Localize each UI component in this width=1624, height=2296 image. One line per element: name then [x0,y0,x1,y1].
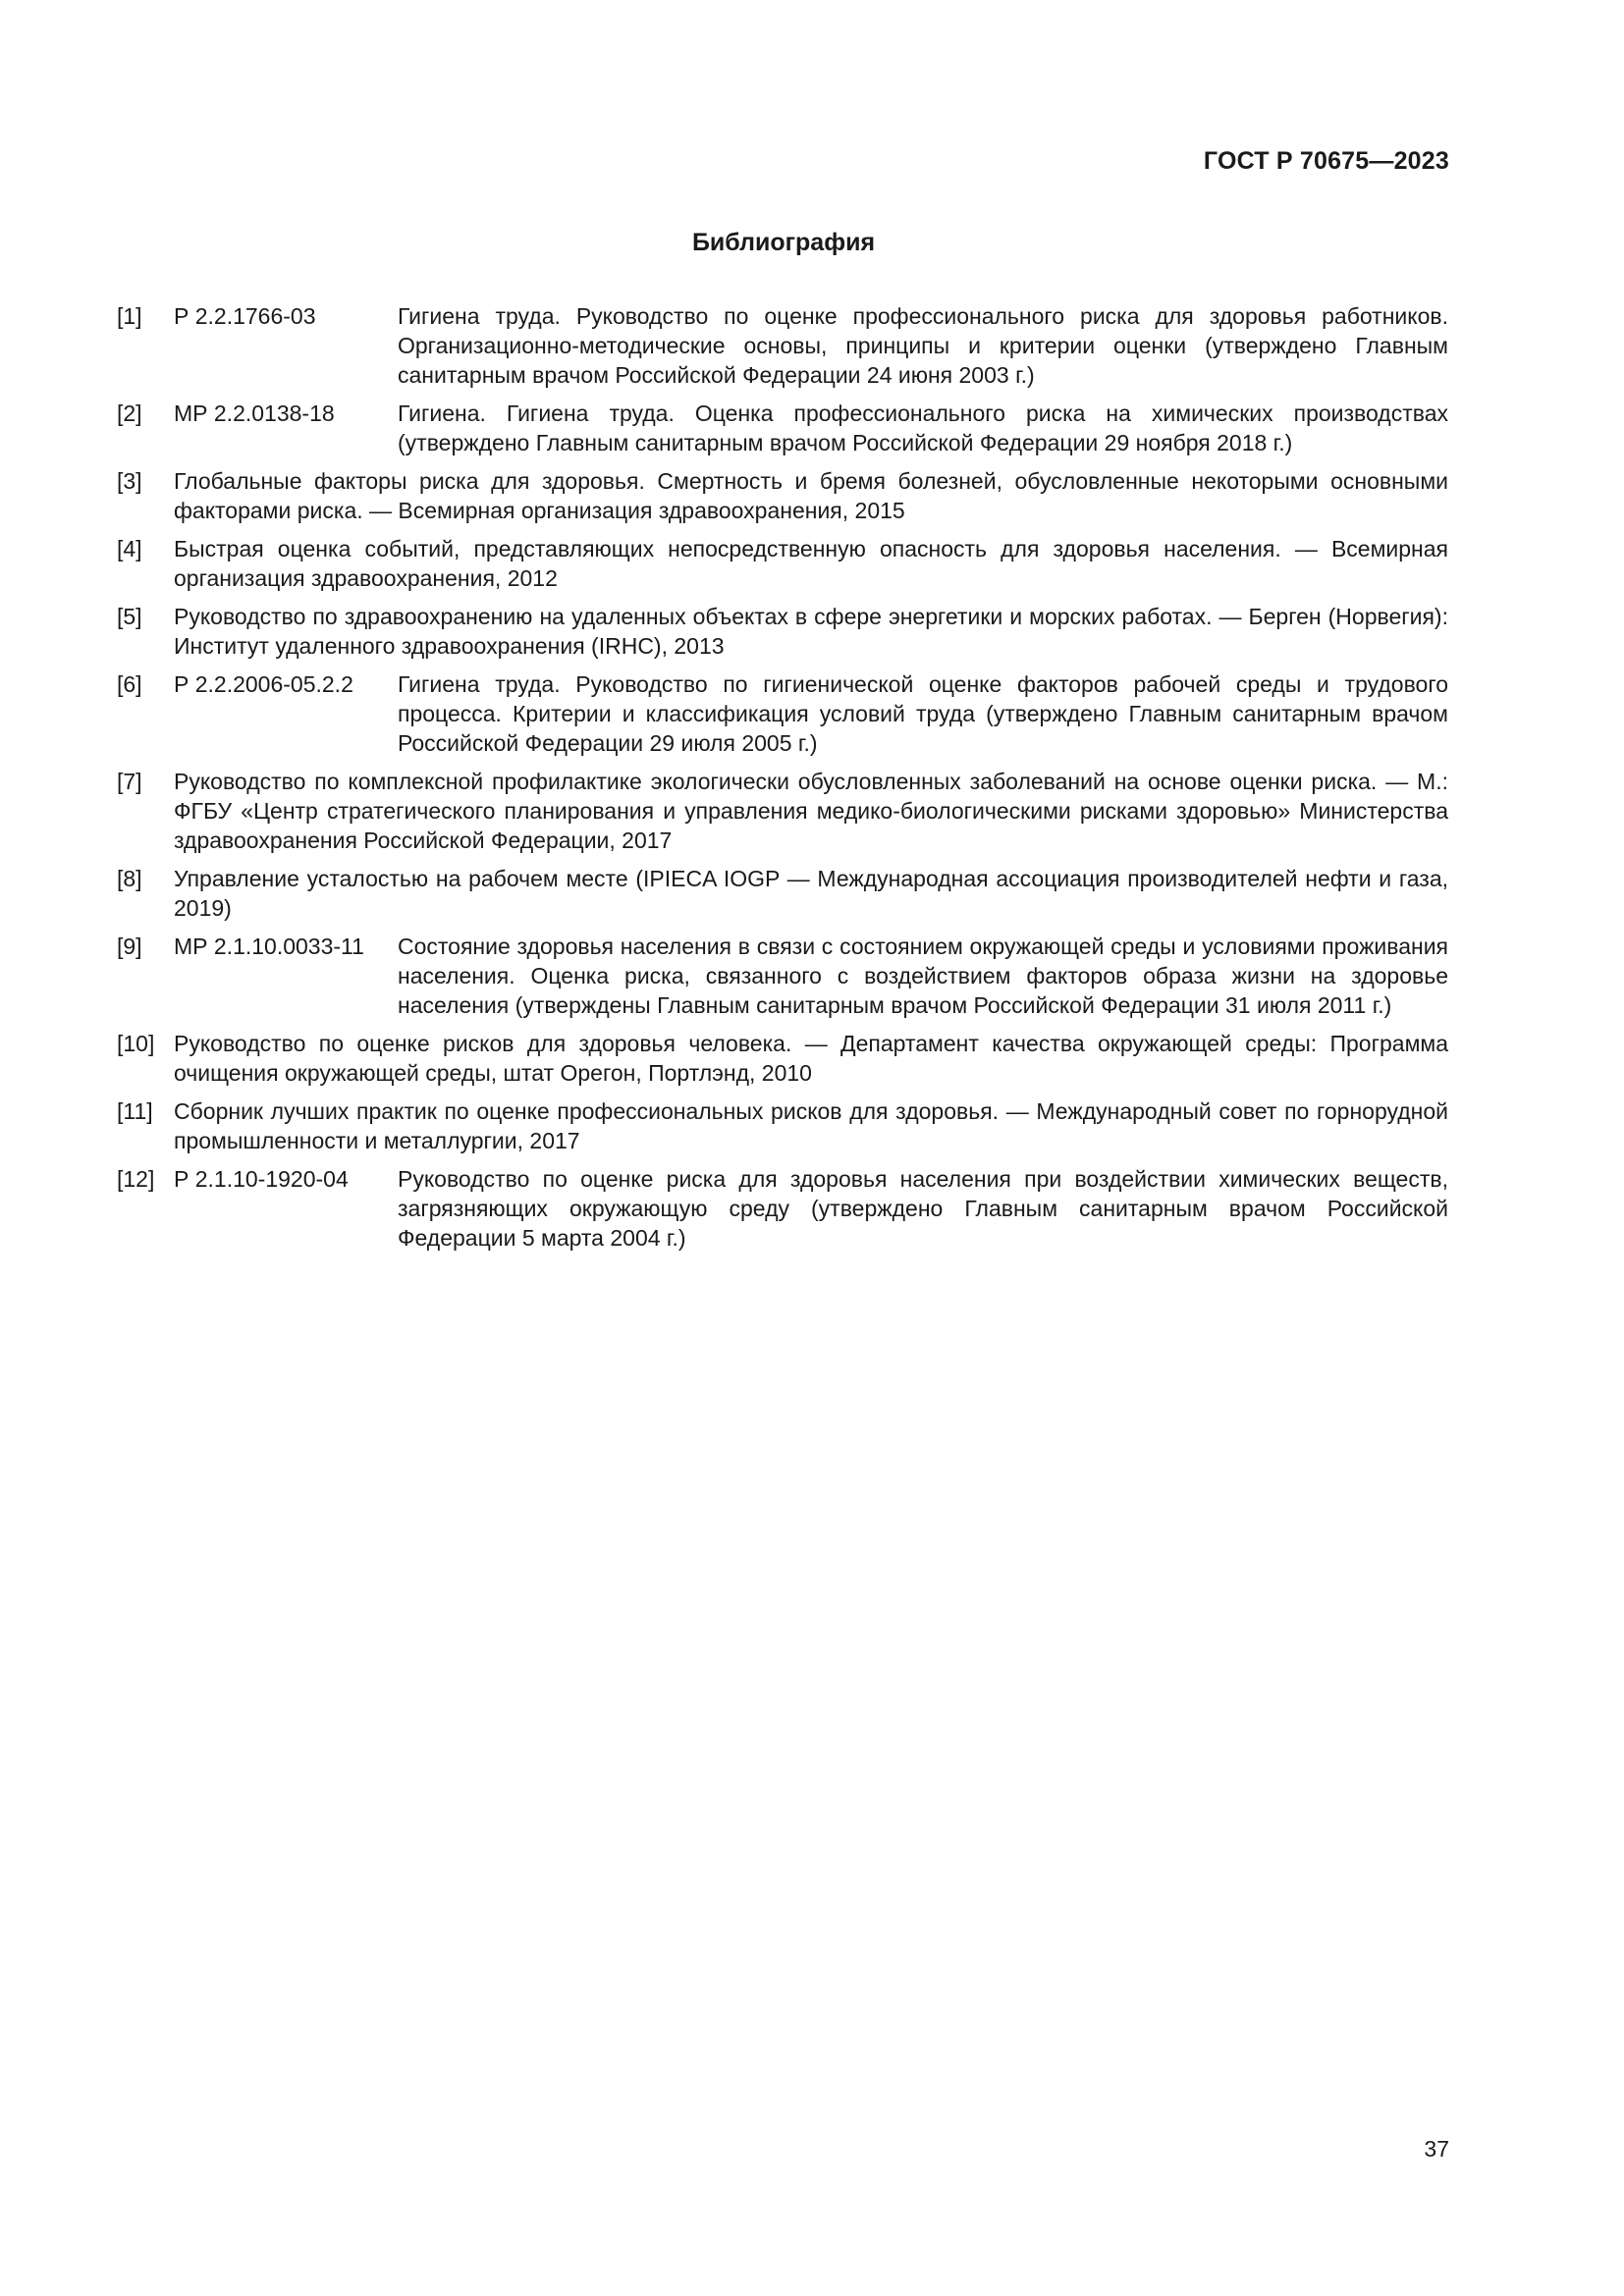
bibliography-entry [117,399,1448,457]
bibliography-entry [117,767,1448,855]
entry-text: Руководство по оценке рисков для здоровья человека. — Департамент качества окружающей среды: Программа очищения окружающей среды, штат Орегон, Портлэнд, 2010 [174,1031,1448,1086]
entry-body [174,864,1448,923]
entry-text: Руководство по оценке риска для здоровья населения при воздействии химических веществ, загрязняющих окружающую среду (утверждено Главным санитарным врачом Российской Федерации 5 марта 2004 г.) [398,1166,1448,1251]
entry-text: Руководство по здравоохранению на удаленных объектах в сфере энергетики и морских работах. — Берген (Норвегия): Институт удаленного здравоохранения (IRHC), 2013 [174,604,1448,659]
entry-number: [7] [117,769,142,794]
page-number: 37 [1424,2136,1449,2162]
entry-document-code: Р 2.2.1766-03 [174,303,316,329]
entry-body [174,932,1448,1020]
entry-body [174,399,1448,457]
bibliography-entry [117,864,1448,923]
entry-text: Гигиена труда. Руководство по гигиенической оценке факторов рабочей среды и трудового процесса. Критерии и классификация условий труда (утверждено Главным санитарным врачом Российской Федерации 29 июля 2005 г.) [398,671,1448,756]
entry-text: Руководство по комплексной профилактике экологически обусловленных заболеваний на основе оценки риска. — М.: ФГБУ «Центр стратегического планирования и управления медико-биологическими рисками здоровью» Министерства здравоохранения Российской Федерации, 2017 [174,769,1448,853]
entry-text: Гигиена. Гигиена труда. Оценка профессионального риска на химических производствах (утверждено Главным санитарным врачом Российской Федерации 29 ноября 2018 г.) [398,400,1448,455]
bibliography-entry [117,301,1448,390]
entry-text: Управление усталостью на рабочем месте (IPIECA IOGP — Международная ассоциация производителей нефти и газа, 2019) [174,866,1448,921]
bibliography-entry [117,602,1448,661]
bibliography-entry [117,1029,1448,1088]
entry-text: Состояние здоровья населения в связи с состоянием окружающей среды и условиями проживания населения. Оценка риска, связанного с воздействием факторов образа жизни на здоровье населения (утверждены Главным санитарным врачом Российской Федерации 31 июля 2011 г.) [398,934,1448,1018]
entry-body [174,1029,1448,1088]
entry-document-code: Р 2.1.10-1920-04 [174,1166,349,1192]
entry-body [174,301,1448,390]
entry-document-code: МР 2.2.0138-18 [174,400,335,426]
entry-document-code: Р 2.2.2006-05.2.2 [174,671,353,697]
entry-number: [5] [117,604,142,629]
document-code: ГОСТ Р 70675—2023 [1203,147,1449,175]
entry-body [174,1164,1448,1253]
entry-number: [8] [117,866,142,891]
bibliography-entry [117,1096,1448,1155]
entry-number: [6] [117,671,142,697]
entry-number: [11] [117,1098,153,1124]
entry-body [174,767,1448,855]
bibliography-entry [117,932,1448,1020]
entry-text: Глобальные факторы риска для здоровья. Смертность и бремя болезней, обусловленные некоторыми основными факторами риска. — Всемирная организация здравоохранения, 2015 [174,468,1448,523]
entry-text: Гигиена труда. Руководство по оценке профессионального риска для здоровья работников. Организационно-методические основы, принципы и критерии оценки (утверждено Главным санитарным врачом Российской Федерации 24 июня 2003 г.) [398,303,1448,388]
entry-number: [2] [117,400,142,426]
section-title: Библиография [691,229,876,256]
entry-body [174,669,1448,758]
entry-body [174,466,1448,525]
entry-text: Быстрая оценка событий, представляющих непосредственную опасность для здоровья населения. — Всемирная организация здравоохранения, 2012 [174,536,1448,591]
bibliography-entry [117,466,1448,525]
entry-number: [12] [117,1166,155,1192]
entry-number: [3] [117,468,142,494]
entry-number: [1] [117,303,142,329]
entry-number: [10] [117,1031,155,1056]
entry-body [174,534,1448,593]
entry-document-code: МР 2.1.10.0033-11 [174,934,364,959]
entry-body [174,602,1448,661]
bibliography-entry [117,669,1448,758]
bibliography-entry [117,534,1448,593]
bibliography-list [117,301,1448,1261]
entry-number: [9] [117,934,142,959]
entry-text: Сборник лучших практик по оценке профессиональных рисков для здоровья. — Международный совет по горнорудной промышленности и металлургии, 2017 [174,1098,1448,1153]
entry-body [174,1096,1448,1155]
entry-number: [4] [117,536,142,561]
bibliography-entry [117,1164,1448,1253]
